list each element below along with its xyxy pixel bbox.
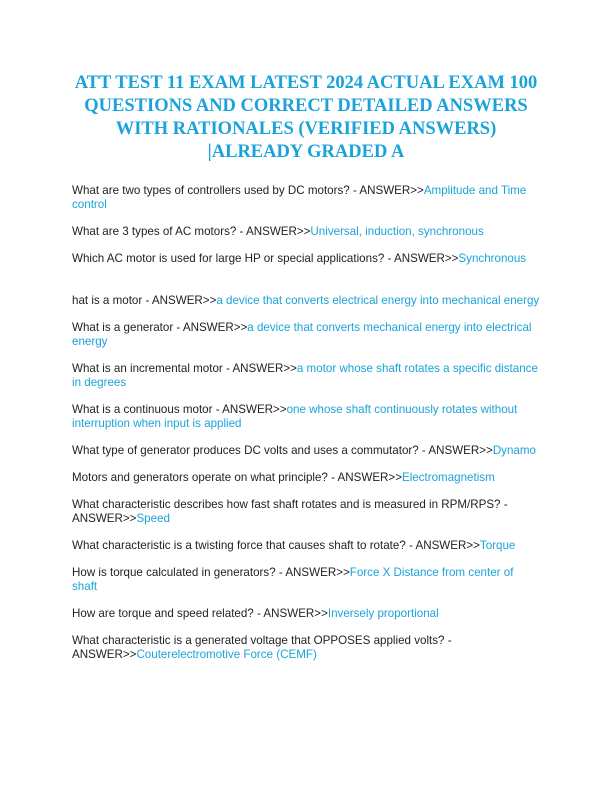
qa-item	[72, 225, 540, 239]
answer-marker: ANSWER>>	[245, 225, 311, 238]
answer-marker: ANSWER>>	[415, 539, 480, 552]
answer-marker: ANSWER>>	[428, 444, 493, 457]
answer-marker: ANSWER>>	[232, 362, 297, 375]
question-text: What is a generator -	[72, 321, 183, 334]
answer-text: Speed	[136, 512, 170, 525]
question-text: What are two types of controllers used by DC motors? -	[72, 184, 360, 197]
question-text: What characteristic is a generated voltage that OPPOSES applied volts? -	[72, 634, 452, 647]
answer-marker: ANSWER>>	[182, 321, 248, 334]
answer-marker: ANSWER>>	[72, 512, 137, 525]
qa-item	[72, 252, 540, 266]
answer-text: Synchronous	[458, 252, 527, 265]
answer-text: Electromagnetism	[401, 471, 495, 484]
qa-item	[72, 566, 540, 594]
question-text: How is torque calculated in generators? -	[72, 566, 286, 579]
answer-marker: ANSWER>>	[337, 471, 402, 484]
qa-item	[72, 539, 540, 553]
question-text: What is a continuous motor -	[72, 403, 223, 416]
qa-item	[72, 607, 540, 621]
question-text: What are 3 types of AC motors? -	[72, 225, 246, 238]
question-text: Which AC motor is used for large HP or special applications? -	[72, 252, 394, 265]
answer-marker: ANSWER>>	[72, 648, 137, 661]
answer-text: a device that converts electrical energy into mechanical energy	[216, 294, 540, 307]
qa-item	[72, 184, 540, 212]
qa-item	[72, 634, 540, 662]
document-title	[72, 72, 540, 164]
title-line: |ALREADY GRADED A	[207, 142, 405, 162]
question-text: How are torque and speed related? -	[72, 607, 264, 620]
question-text: What type of generator produces DC volts and uses a commutator? -	[72, 444, 429, 457]
answer-text: a motor whose shaft rotates a specific distance in degrees	[72, 362, 538, 389]
answer-marker: ANSWER>>	[263, 607, 328, 620]
qa-item	[72, 321, 540, 349]
answer-marker: ANSWER>>	[285, 566, 350, 579]
answer-text: a device that converts mechanical energy into electrical energy	[72, 321, 532, 348]
answer-text: Amplitude and Time control	[72, 184, 527, 211]
question-text: What characteristic is a twisting force that causes shaft to rotate? -	[72, 539, 416, 552]
qa-item	[72, 471, 540, 485]
question-text: Motors and generators operate on what principle? -	[72, 471, 338, 484]
answer-marker: ANSWER>>	[222, 403, 287, 416]
answer-text: Force X Distance from center of shaft	[72, 566, 514, 593]
title-line: WITH RATIONALES (VERIFIED ANSWERS)	[115, 119, 497, 139]
answer-text: Torque	[479, 539, 516, 552]
question-text: What is an incremental motor -	[72, 362, 233, 375]
answer-text: Couterelectromotive Force (CEMF)	[136, 648, 317, 661]
qa-item	[72, 498, 540, 526]
qa-item	[72, 444, 540, 458]
answer-text: Inversely proportional	[327, 607, 439, 620]
qa-item	[72, 403, 540, 431]
answer-marker: ANSWER>>	[151, 294, 217, 307]
qa-item	[72, 294, 540, 308]
answer-marker: ANSWER>>	[359, 184, 424, 197]
answer-text: Dynamo	[492, 444, 536, 457]
answer-marker: ANSWER>>	[393, 252, 459, 265]
answer-text: Universal, induction, synchronous	[310, 225, 484, 238]
answer-text: one whose shaft continuously rotates without interruption when input is applied	[72, 403, 518, 430]
title-line: QUESTIONS AND CORRECT DETAILED ANSWERS	[84, 96, 528, 116]
qa-item	[72, 362, 540, 390]
title-line: ATT TEST 11 EXAM LATEST 2024 ACTUAL EXAM 100	[74, 73, 538, 93]
question-text: hat is a motor -	[72, 294, 152, 307]
question-text: What characteristic describes how fast shaft rotates and is measured in RPM/RPS? -	[72, 498, 508, 511]
